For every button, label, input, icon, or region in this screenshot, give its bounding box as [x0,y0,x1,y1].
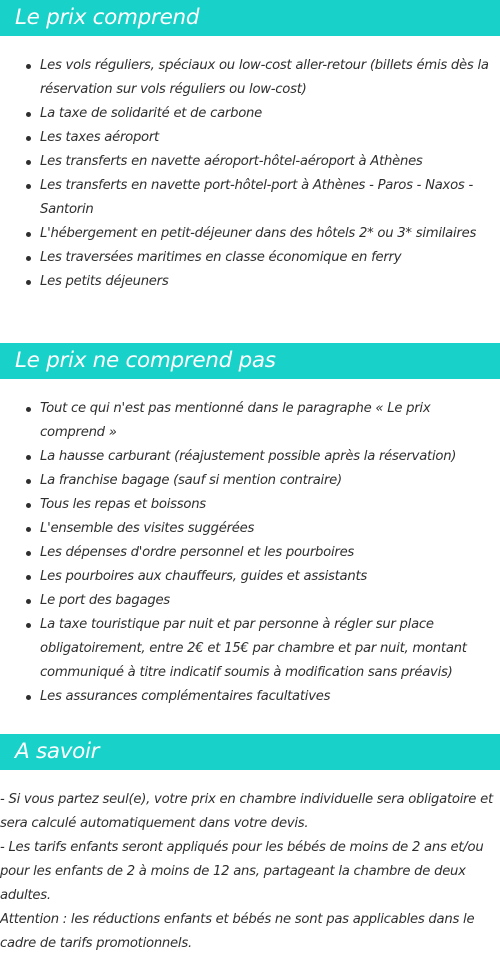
list-item: Tous les repas et boissons [0,493,500,517]
list-item: Les transferts en navette aéroport-hôtel-aéroport à Athènes [0,150,500,174]
bullet-icon [26,160,31,165]
excluded-header [0,343,500,379]
included-title: Le prix comprend [15,5,200,30]
list-item: Les petits déjeuners [0,270,500,294]
bullet-icon [26,136,31,141]
included-header [0,0,500,36]
bullet-icon [26,232,31,237]
bullet-icon [26,551,31,556]
info-text [0,788,500,956]
bullet-icon [26,527,31,532]
info-header [0,734,500,770]
list-item: La hausse carburant (réajustement possible après la réservation) [0,445,500,469]
list-item: Les vols réguliers, spéciaux ou low-cost aller-retour (billets émis dès la réservation sur vols réguliers ou low-cost) [0,54,500,102]
list-item: Les pourboires aux chauffeurs, guides et assistants [0,565,500,589]
bullet-icon [26,256,31,261]
info-line: Attention : les réductions enfants et bébés ne sont pas applicables dans le cadre de tarifs promotionnels. [0,912,475,951]
list-item: Tout ce qui n'est pas mentionné dans le paragraphe « Le prix comprend » [0,397,500,445]
bullet-icon [26,599,31,604]
info-title: A savoir [15,739,100,764]
bullet-icon [26,479,31,484]
bullet-icon [26,695,31,700]
info-line: - Les tarifs enfants seront appliqués pour les bébés de moins de 2 ans et/ou pour les enfants de 2 à moins de 12 ans, partageant la chambre de deux adultes. [0,840,484,903]
list-item: Le port des bagages [0,589,500,613]
list-item: L'hébergement en petit-déjeuner dans des hôtels 2* ou 3* similaires [0,222,500,246]
bullet-icon [26,184,31,189]
bullet-icon [26,407,31,412]
excluded-title: Le prix ne comprend pas [15,348,276,373]
bullet-icon [26,575,31,580]
list-item: La taxe de solidarité et de carbone [0,102,500,126]
list-item: L'ensemble des visites suggérées [0,517,500,541]
info-line: - Si vous partez seul(e), votre prix en chambre individuelle sera obligatoire et sera calculé automatiquement dans votre devis. [0,792,493,831]
list-item: Les assurances complémentaires facultatives [0,685,500,709]
bullet-icon [26,455,31,460]
bullet-icon [26,64,31,69]
excluded-list [0,397,500,709]
included-list [0,54,500,294]
list-item: Les taxes aéroport [0,126,500,150]
bullet-icon [26,280,31,285]
bullet-icon [26,623,31,628]
list-item: La franchise bagage (sauf si mention contraire) [0,469,500,493]
bullet-icon [26,503,31,508]
list-item: Les traversées maritimes en classe économique en ferry [0,246,500,270]
list-item: La taxe touristique par nuit et par personne à régler sur place obligatoirement, entre 2€ et 15€ par chambre et par nuit, montant communiqué à titre indicatif soumis à modification sans préavis) [0,613,500,685]
list-item: Les transferts en navette port-hôtel-port à Athènes - Paros - Naxos - Santorin [0,174,500,222]
list-item: Les dépenses d'ordre personnel et les pourboires [0,541,500,565]
bullet-icon [26,112,31,117]
